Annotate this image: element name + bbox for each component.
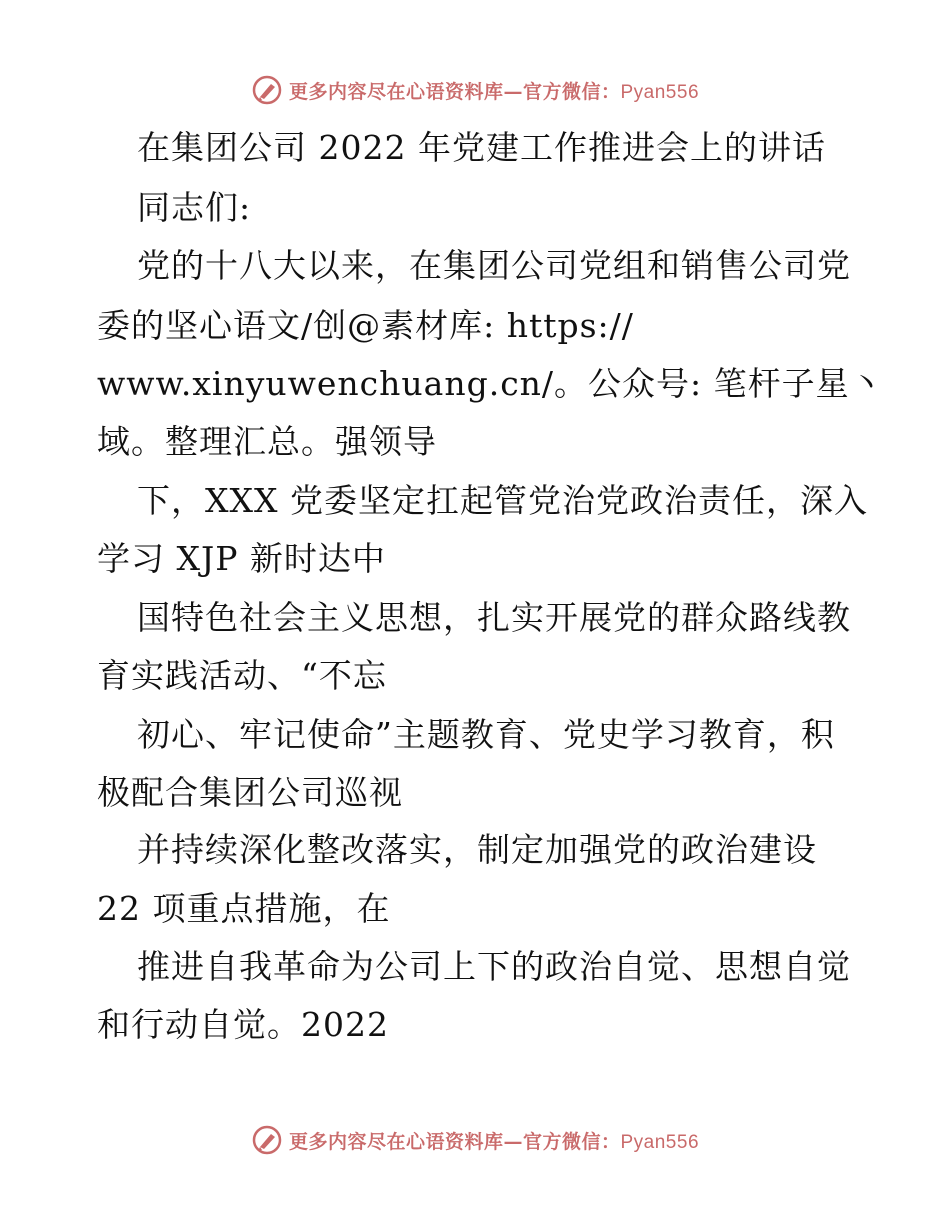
paragraph-line: 育实践活动、“不忘 [97,656,387,695]
paragraph-line: 初心、牢记使命”主题教育、党史学习教育，积 [137,715,835,754]
salutation: 同志们: [137,188,252,227]
header-watermark [0,70,950,110]
pen-logo-icon [251,1124,283,1156]
paragraph-line: 推进自我革命为公司上下的政治自觉、思想自觉 [137,947,851,986]
watermark-text: 更多内容尽在心语资料库—官方微信：Pyan556 [288,80,700,103]
watermark-text: 更多内容尽在心语资料库—官方微信：Pyan556 [288,1130,700,1153]
paragraph-line: 域。整理汇总。强领导 [97,422,437,461]
paragraph-line: 并持续深化整改落实，制定加强党的政治建设 [137,830,817,869]
pen-logo-icon [251,74,283,106]
paragraph-line: 22 项重点措施，在 [97,889,391,928]
document-title: 在集团公司 2022 年党建工作推进会上的讲话 [137,128,826,167]
paragraph-line: www.xinyuwenchuang.cn/。公众号: 笔杆子星丶 [97,364,884,403]
paragraph-line: 极配合集团公司巡视 [97,773,403,812]
paragraph-line: 学习 XJP 新时达中 [97,539,386,578]
paragraph-line: 和行动自觉。2022 [97,1005,389,1044]
paragraph-line: 党的十八大以来，在集团公司党组和销售公司党 [137,246,851,285]
footer-watermark [0,1120,950,1160]
paragraph-line: 国特色社会主义思想，扎实开展党的群众路线教 [137,598,851,637]
paragraph-line: 委的坚心语文/创@素材库: https:// [97,306,634,345]
paragraph-line: 下，XXX 党委坚定扛起管党治党政治责任，深入 [137,481,868,520]
